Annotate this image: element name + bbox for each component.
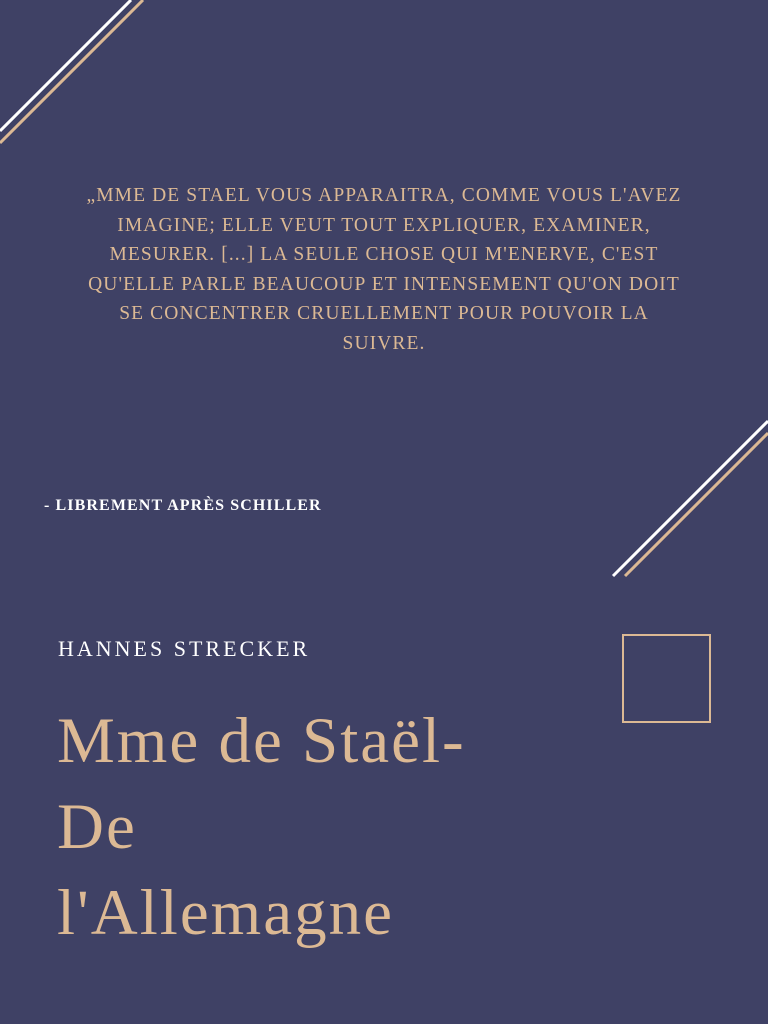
right-white-stripe [613,421,768,576]
top-left-white-stripe [0,0,131,131]
title-line-1: Mme de Staël- [57,705,466,777]
book-title [57,698,577,956]
right-gold-stripe [625,433,768,576]
epigraph-quote: „MME DE STAEL VOUS APPARAITRA, COMME VOUS L'AVEZ IMAGINE; ELLE VEUT TOUT EXPLIQUER, EXAMINER, MESURER. [...] LA SEULE CHOSE QUI M'ENERVE, C'EST QU'ELLE PARLE BEAUCOUP ET INTENSEMENT QU'ON DOIT SE CONCENTRER CRUELLEMENT POUR POUVOIR LA SUIVRE. [86,185,682,354]
decorative-square-frame [622,634,711,723]
quote-attribution: - LIBREMENT APRÈS SCHILLER [44,497,322,514]
top-left-gold-stripe [0,0,143,143]
title-line-2: De [57,791,137,863]
title-line-3: l'Allemagne [57,877,394,949]
author-name: HANNES STRECKER [58,636,311,661]
